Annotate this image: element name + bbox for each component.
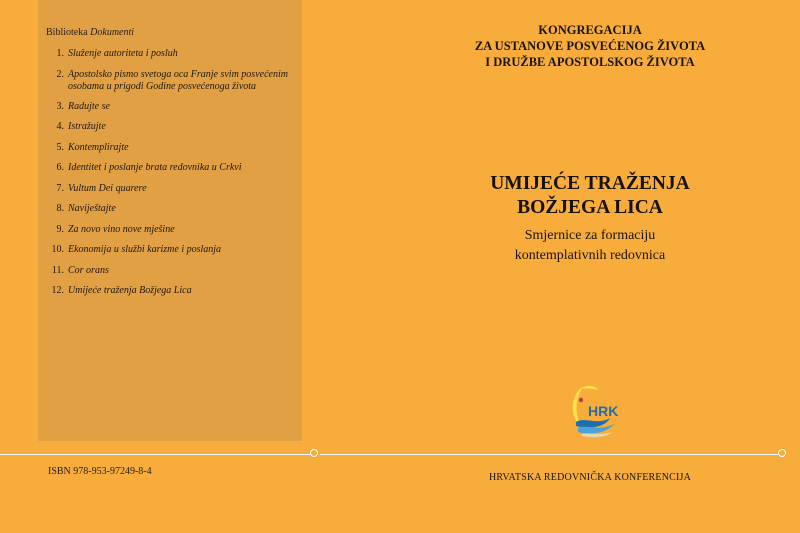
list-item: 3. Radujte se (56, 100, 110, 112)
list-item: 6. Identitet i poslanje brata redovnika u Crkvi (56, 162, 242, 173)
series-label: Biblioteka Dokumenti (46, 27, 135, 38)
isbn-text: ISBN 978-953-97249-8-4 (48, 466, 152, 477)
subtitle-line: kontemplativnih redovnica (514, 248, 666, 263)
publisher-line: I DRUŽBE APOSTOLSKOG ŽIVOTA (485, 55, 695, 69)
back-divider-dot (310, 449, 318, 457)
hrk-logo-icon (562, 380, 626, 440)
list-item: 11. Cor orans (51, 264, 109, 276)
list-item: 8. Naviještajte (56, 203, 116, 214)
book-list (40, 48, 302, 306)
title-line: BOŽJEGA LICA (517, 197, 663, 218)
book-title (468, 172, 712, 220)
publisher-header (462, 22, 718, 70)
front-divider-line (320, 454, 780, 455)
list-item: 2. Apostolsko pismo svetoga oca Franje svim posvećenim osobama u prigodi Godine posvećenoga života (56, 68, 288, 92)
list-item: 4. Istražujte (56, 121, 106, 132)
list-item: 1. Služenje autoriteta i posluh (56, 48, 178, 59)
publisher-line: ZA USTANOVE POSVEĆENOG ŽIVOTA (474, 39, 706, 53)
subtitle-line: Smjernice za formaciju (524, 228, 656, 243)
list-item: 9. Za novo vino nove mješine (56, 223, 175, 235)
list-item: 5. Kontemplirajte (56, 141, 129, 153)
front-divider-dot (778, 449, 786, 457)
list-item: 10. Ekonomija u službi karizme i poslanja (51, 244, 222, 255)
list-item: 7. Vultum Dei quarere (56, 182, 147, 194)
book-subtitle (468, 226, 712, 266)
title-line: UMIJEĆE TRAŽENJA (490, 173, 690, 194)
publisher-line: KONGREGACIJA (538, 23, 642, 37)
conference-name: HRVATSKA REDOVNIČKA KONFERENCIJA (488, 472, 692, 483)
svg-text:HRK: HRK (588, 403, 619, 419)
back-divider-line (0, 454, 312, 455)
list-item: 12. Umijeće traženja Božjega Lica (51, 285, 192, 296)
